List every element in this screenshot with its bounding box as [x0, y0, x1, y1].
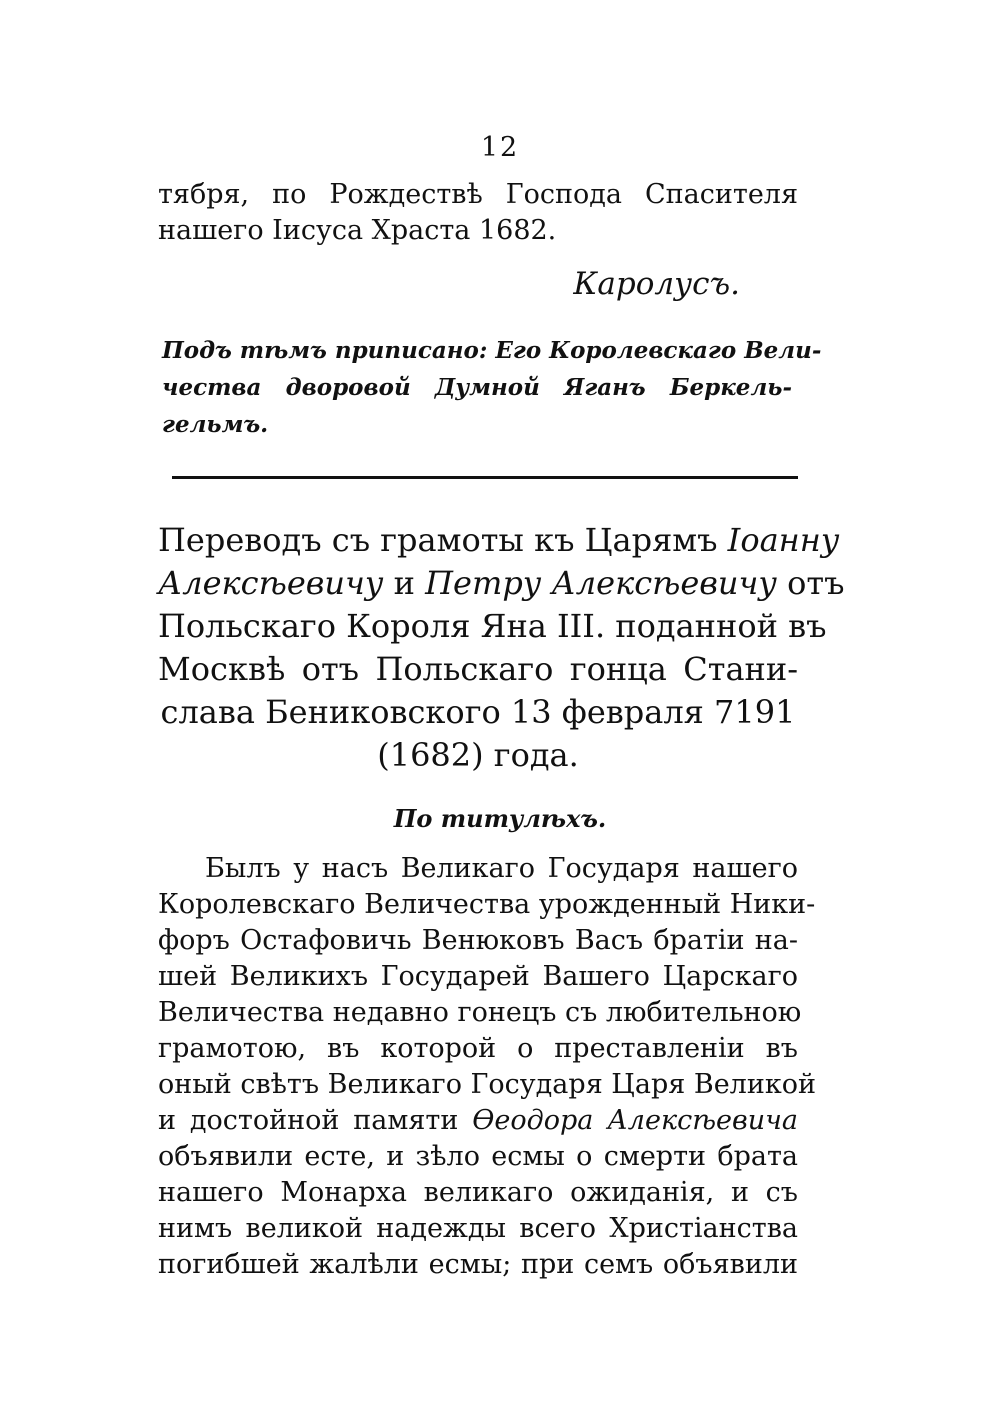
body-line-4: шей Великихъ Государей Вашего Царскаго — [158, 961, 798, 992]
title-line-4: Москвѣ отъ Польскаго гонца Стани- — [158, 650, 798, 688]
signature: Каролусъ. — [573, 266, 740, 302]
section-divider — [172, 476, 798, 479]
body-line-9: объявили есте, и зѣло есмы о смерти брата — [158, 1141, 798, 1172]
title-line-6: (1682) года. — [377, 736, 579, 774]
opening-line-2: нашего Іисуса Храста 1682. — [158, 215, 557, 246]
title-line-3: Польскаго Короля Яна III. поданной въ — [158, 607, 827, 645]
body-line-8 — [158, 1104, 798, 1138]
body-line-3: форъ Остафовичь Венюковъ Васъ братіи на- — [158, 925, 798, 956]
subheading: По титулѣхъ. — [393, 804, 607, 833]
body-line-12: погибшей жалѣли есмы; при семъ объявили — [158, 1249, 798, 1280]
body-line-7: оный свѣтъ Великаго Государя Царя Великой — [158, 1069, 816, 1100]
title-line-2 — [158, 563, 845, 603]
title-name-ioann: Іоанну — [727, 521, 840, 559]
page-number: 12 — [480, 132, 520, 163]
body-line-1: Былъ у насъ Великаго Государя нашего — [205, 853, 798, 884]
note-line-2: чества дворовой Думной Яганъ Беркель- — [162, 374, 792, 401]
body-line-5: Величества недавно гонецъ съ любительною — [158, 997, 802, 1028]
title-from: отъ — [776, 564, 845, 602]
title-conjunction: и — [383, 564, 426, 602]
body-line-6: грамотою, въ которой о преставленіи въ — [158, 1033, 798, 1064]
body-line-11: нимъ великой надежды всего Христіанства — [158, 1213, 798, 1244]
title-line-1 — [158, 520, 840, 560]
title-line-1-text: Переводъ съ грамоты къ Царямъ — [158, 521, 728, 559]
body-line-8-text: и достойной памяти — [158, 1105, 473, 1136]
opening-line-1: тября, по Рождествѣ Господа Спасителя — [158, 179, 798, 210]
note-line-1: Подъ тѣмъ приписано: Его Королевскаго Вели- — [162, 337, 822, 364]
title-line-5: слава Бениковского 13 февраля 7191 — [160, 693, 796, 731]
title-patronymic-1: Алексѣевичу — [158, 564, 384, 602]
title-name-petr: Петру Алексѣевичу — [425, 564, 777, 602]
body-line-2: Королевскаго Величества урожденный Ники- — [158, 889, 816, 920]
note-line-3: гельмъ. — [162, 411, 269, 438]
body-name-feodor: Ѳеодора Алексѣевича — [472, 1105, 798, 1136]
body-line-10: нашего Монарха великаго ожиданія, и съ — [158, 1177, 798, 1208]
